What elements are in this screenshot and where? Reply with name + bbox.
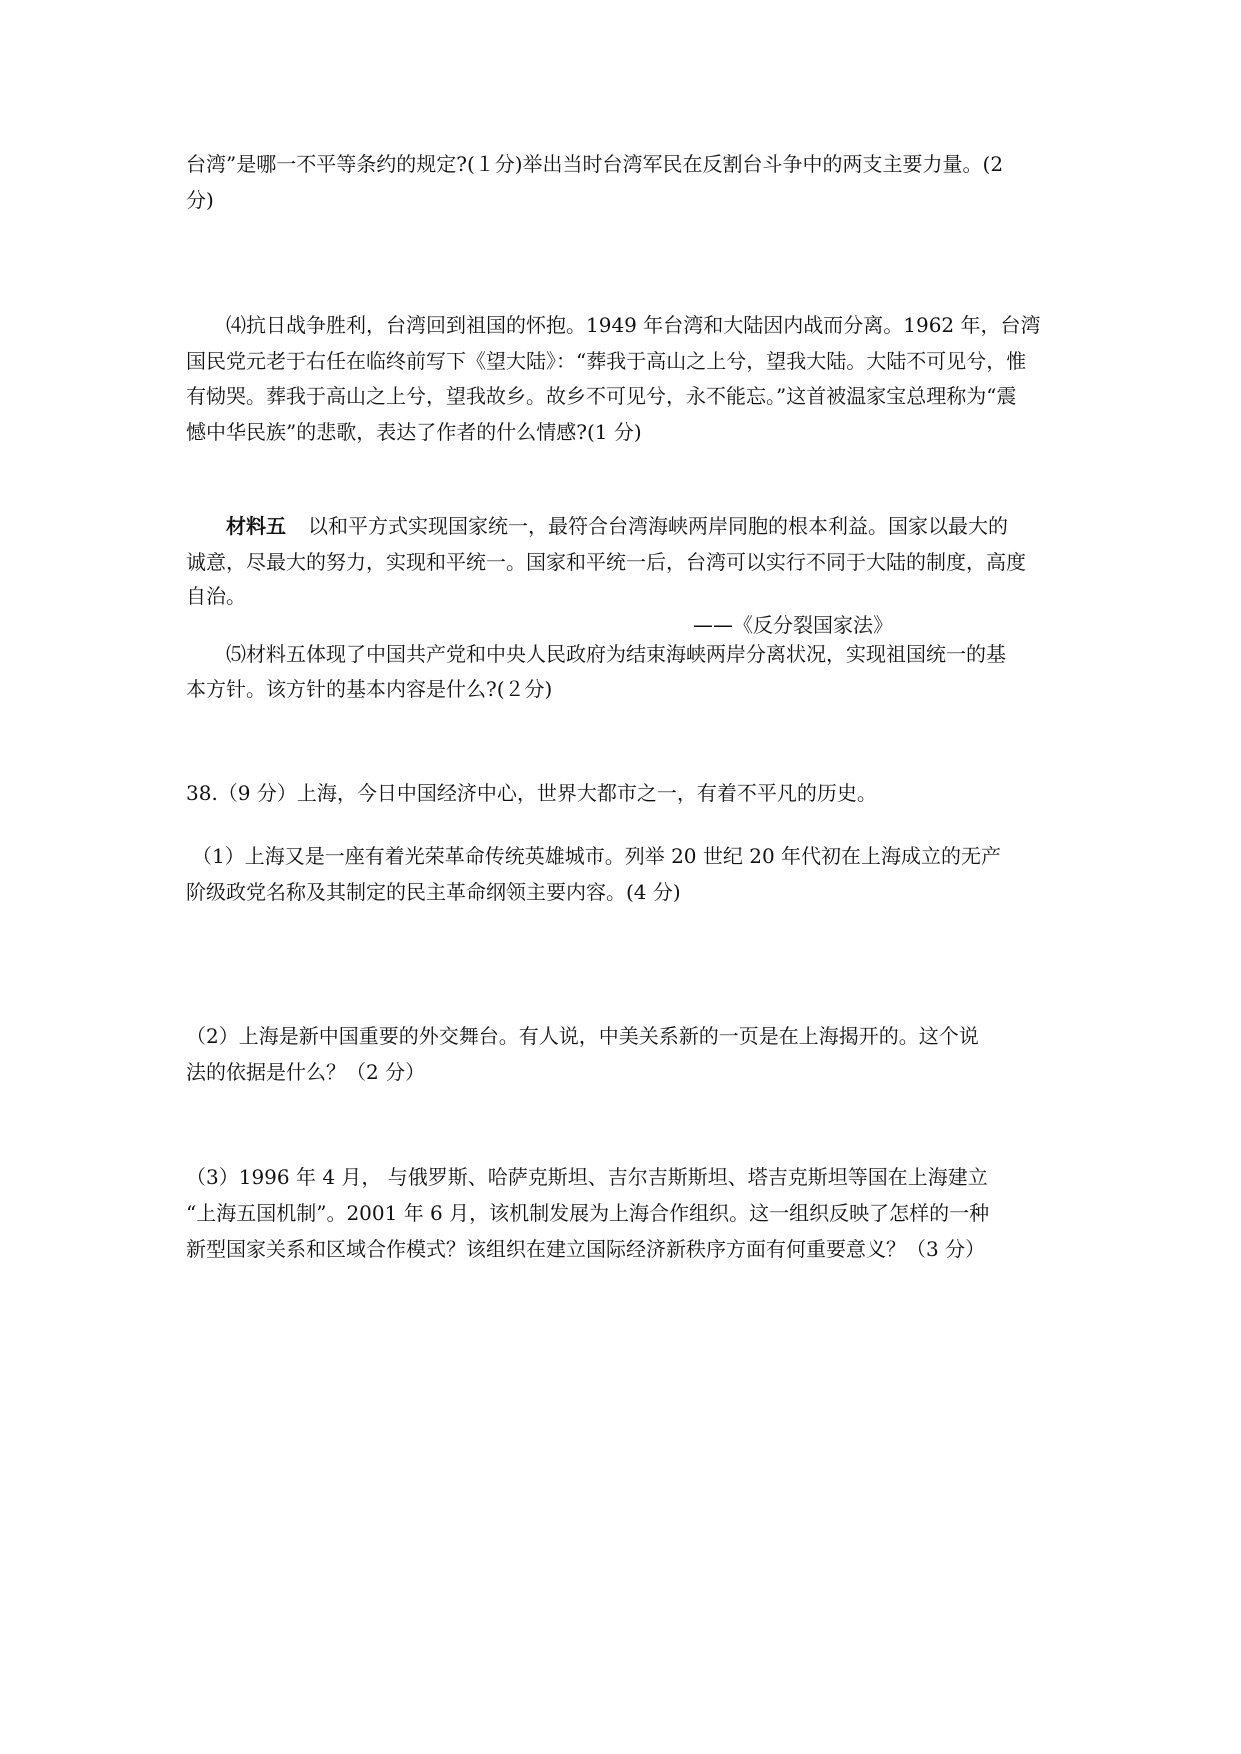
q38-p1-line-2: 阶级政党名称及其制定的民主革命纲领主要内容。(4 分) (186, 880, 681, 904)
q5-line-1: ⑸材料五体现了中国共产党和中央人民政府为结束海峡两岸分离状况，实现祖国统一的基 (226, 642, 1006, 666)
material5-first-line (226, 513, 1008, 539)
material5-line-2: 诚意，尽最大的努力，实现和平统一。国家和平统一后，台湾可以实行不同于大陆的制度，高度 (186, 550, 1026, 574)
q4-line-3: 有恸哭。葬我于高山之上兮，望我故乡。故乡不可见兮，永不能忘。”这首被温家宝总理称为“震 (186, 384, 1017, 408)
q4-line-1: ⑷抗日战争胜利，台湾回到祖国的怀抱。1949 年台湾和大陆因内战而分离。1962 年，台湾 (226, 313, 1041, 337)
q4-line-2: 国民党元老于右任在临终前写下《望大陆》：“葬我于高山之上兮，望我大陆。大陆不可见兮，惟 (186, 349, 1027, 373)
material5-line-3: 自治。 (186, 584, 246, 608)
q38-p2-line-2: 法的依据是什么？（2 分） (186, 1060, 426, 1084)
material5-source: ——《反分裂国家法》 (693, 613, 893, 637)
q38-p3-line-3: 新型国家关系和区域合作模式？该组织在建立国际经济新秩序方面有何重要意义？（3 分） (186, 1237, 986, 1261)
q38-header: 38.（9 分）上海，今日中国经济中心，世界大都市之一，有着不平凡的历史。 (186, 781, 877, 805)
block1-line-1: 台湾”是哪一不平等条约的规定?(１分)举出当时台湾军民在反割台斗争中的两支主要力量。(2 (186, 152, 1004, 176)
material5-line-1: 以和平方式实现国家统一，最符合台湾海峡两岸同胞的根本利益。国家以最大的 (308, 514, 1008, 538)
material5-label: 材料五 (226, 514, 286, 538)
q38-p2-line-1: （2）上海是新中国重要的外交舞台。有人说，中美关系新的一页是在上海揭开的。这个说 (186, 1024, 979, 1048)
q4-line-4: 憾中华民族”的悲歌，表达了作者的什么情感?(1 分) (186, 420, 642, 444)
q5-line-2: 本方针。该方针的基本内容是什么?(２分) (186, 677, 553, 701)
block1-line-2: 分) (186, 188, 214, 212)
q38-p1-line-1: （1）上海又是一座有着光荣革命传统英雄城市。列举 20 世纪 20 年代初在上海成立的无产 (192, 844, 1002, 868)
q38-p3-line-1: （3）1996 年 4 月， 与俄罗斯、哈萨克斯坦、吉尔吉斯斯坦、塔吉克斯坦等国在上海建立 (186, 1165, 988, 1189)
q38-p3-line-2: “上海五国机制”。2001 年 6 月，该机制发展为上海合作组织。这一组织反映了怎样的一种 (186, 1201, 990, 1225)
